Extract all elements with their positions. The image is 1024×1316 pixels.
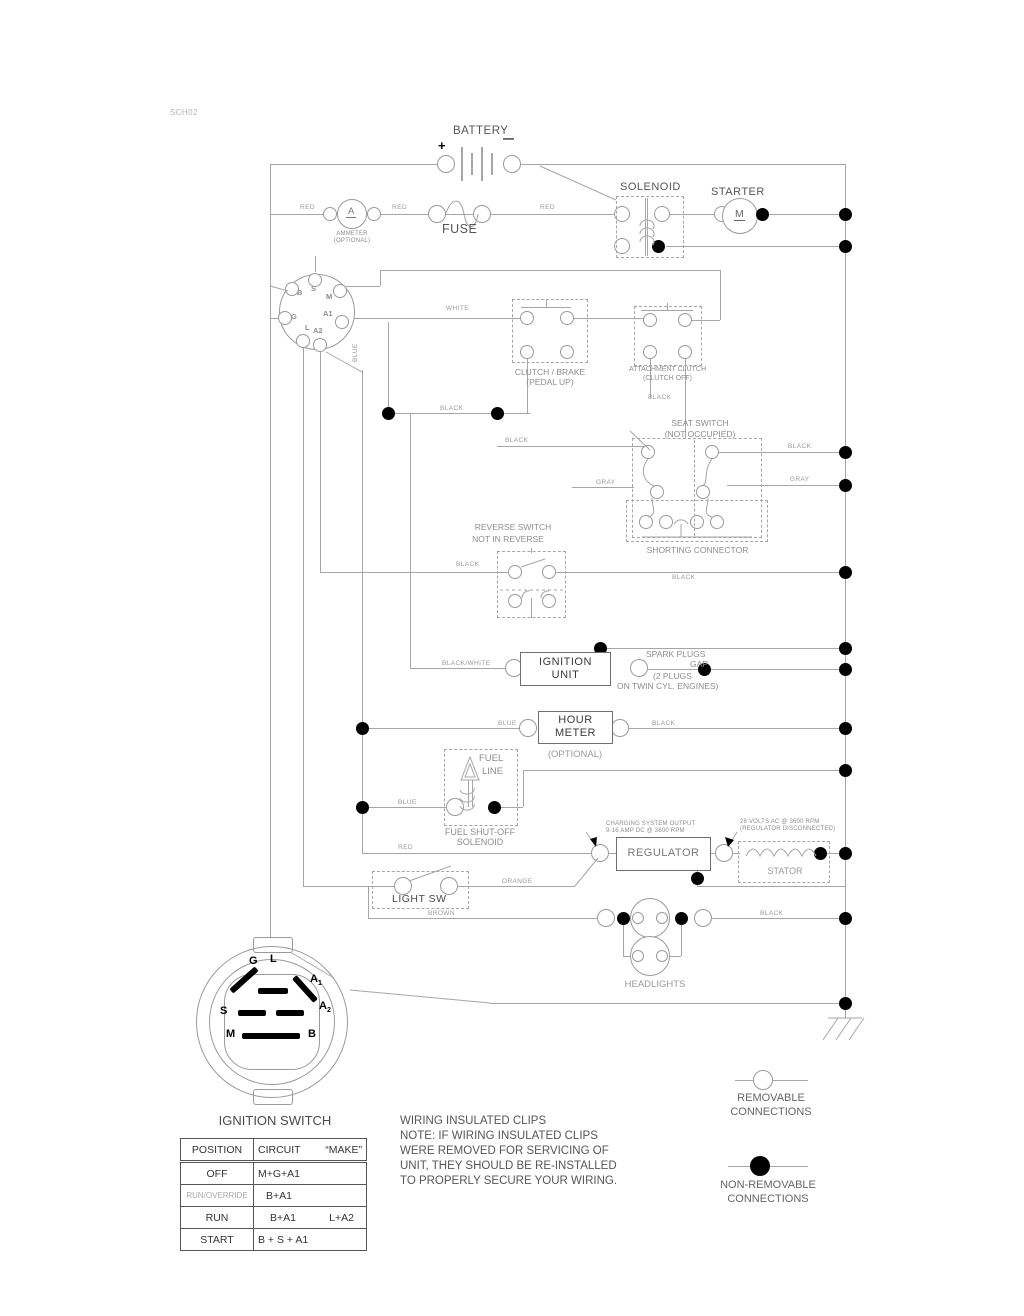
rail-to-terminal-b: [270, 286, 288, 291]
shorting-connector-box: [626, 500, 768, 542]
reverse-switch-box: [497, 551, 566, 618]
hour-meter-line2: METER: [555, 727, 596, 739]
reverse-switch-label: REVERSE SWITCH: [474, 522, 552, 532]
switch-slot-center: [258, 988, 288, 994]
solenoid-label: SOLENOID: [620, 181, 681, 193]
switch-pin-b: B: [308, 1028, 316, 1040]
starter-label: STARTER: [711, 186, 765, 198]
connector-pin-l: L: [305, 323, 310, 332]
nonremovable-legend-label: NON-REMOVABLE: [720, 1179, 816, 1191]
ignition-circuit-table: [180, 1138, 367, 1251]
light-switch-label: LIGHT SW: [392, 893, 447, 905]
ground-icon: [823, 1018, 864, 1040]
wire-label-white: WHITE: [446, 305, 469, 312]
connector-pin-a2: A2: [313, 326, 323, 335]
wire-label-black: BLACK: [672, 574, 696, 581]
switch-pin-g: G: [249, 955, 258, 967]
reverse-switch-sub: NOT IN REVERSE: [472, 534, 544, 544]
charging-amps-label: 9-16 AMP DC @ 3600 RPM: [606, 828, 685, 834]
table-row: START B + S + A1: [181, 1229, 367, 1251]
regulator-label: REGULATOR: [627, 847, 700, 859]
table-row: RUN/OVERRIDE B+A1: [181, 1185, 367, 1207]
wire-label-brown: BROWN: [428, 910, 455, 917]
seat-switch-centerline: [694, 440, 695, 536]
wire-label-black: BLACK: [760, 910, 784, 917]
fuel-shutoff-sub: SOLENOID: [456, 837, 504, 847]
switch-pin-a1: $A_1$: [310, 973, 322, 988]
connector-pin-a1: A1: [323, 309, 333, 318]
fuel-line-label: LINE: [482, 766, 504, 777]
spark-plugs2-label: (2 PLUGS: [653, 671, 692, 681]
orange-diagonal: [575, 858, 598, 886]
connector-pin-s: S: [311, 284, 317, 293]
wire-label-gray: GRAY: [790, 476, 810, 483]
clip-arrow-left: [586, 832, 597, 847]
connector-pin-g: G: [291, 312, 297, 321]
stator-label: STATOR: [767, 866, 803, 876]
wire-label-black: BLACK: [788, 443, 812, 450]
switch-slot-m: [242, 1033, 300, 1039]
switch-pin-m: M: [226, 1028, 236, 1040]
wire-label-orange: ORANGE: [502, 878, 533, 885]
fuel-shutoff-label: FUEL SHUT-OFF: [444, 827, 516, 837]
ignition-switch-title: IGNITION SWITCH: [218, 1113, 332, 1128]
wire-label-red: RED: [398, 844, 413, 851]
note-line: NOTE: IF WIRING INSULATED CLIPS: [400, 1130, 598, 1142]
wire-label-black: BLACK: [648, 394, 672, 401]
switch-slot-s1: [238, 1010, 266, 1016]
battery-plate: [471, 153, 473, 175]
note-line: WIRING INSULATED CLIPS: [400, 1115, 547, 1127]
clip-arrow-right: [725, 832, 737, 847]
battery-to-solenoid-wire: [540, 166, 616, 200]
spark-twin-label: ON TWIN CYL. ENGINES): [617, 681, 719, 691]
wire-label-blue: BLUE: [352, 343, 359, 362]
removable-legend-sub: CONNECTIONS: [730, 1106, 812, 1118]
ammeter-label: AMMETER: [336, 231, 368, 237]
spark-gap-label: GAP: [690, 659, 708, 669]
attachment-clutch-box: [634, 306, 702, 366]
nonremovable-legend-sub: CONNECTIONS: [727, 1193, 809, 1205]
wiring-note: [400, 1114, 617, 1189]
clutch-brake-label: CLUTCH / BRAKE: [514, 367, 586, 377]
clutch-brake-sub: (PEDAL UP): [526, 377, 574, 387]
switch-pin-a2: $A_2$: [319, 1000, 331, 1015]
connector-pin-b: B: [297, 288, 303, 297]
wire-label-black: BLACK: [440, 405, 464, 412]
wire-label-black-white: BLACK/WHITE: [442, 660, 491, 667]
switch-pin-l: L: [270, 953, 277, 965]
fuse-label: FUSE: [442, 222, 478, 236]
wire-label-black: BLACK: [456, 561, 480, 568]
note-line: WERE REMOVED FOR SERVICING OF: [400, 1145, 609, 1157]
volts-label: 28 VOLTS AC @ 3600 RPM: [740, 819, 820, 825]
battery-label: BATTERY: [453, 125, 509, 137]
volts-sub-label: (REGULATOR DISCONNECTED): [740, 826, 836, 832]
battery-plate: [481, 147, 483, 181]
spark-plugs-label: SPARK PLUGS: [646, 649, 706, 659]
sheet-code: SCH02: [170, 108, 198, 117]
attachment-clutch-sub: (CLUTCH OFF): [643, 375, 692, 382]
attachment-clutch-label: ATTACHMENT CLUTCH: [629, 366, 706, 373]
battery-plate: [491, 153, 493, 175]
note-line: TO PROPERLY SECURE YOUR WIRING.: [400, 1175, 618, 1187]
ignition-unit-line1: IGNITION: [539, 656, 592, 668]
headlights-label: HEADLIGHTS: [624, 979, 686, 990]
harness-diagonal-bottom: [350, 990, 490, 1003]
charging-output-label: CHARGING SYSTEM OUTPUT: [606, 821, 696, 827]
wire-label-black: BLACK: [505, 437, 529, 444]
table-row: OFF M+G+A1: [181, 1162, 367, 1185]
hour-meter-line1: HOUR: [558, 714, 593, 726]
battery-plus: +: [438, 138, 446, 153]
solenoid-box: [616, 196, 684, 258]
hour-meter-optional: (OPTIONAL): [547, 749, 603, 760]
switch-slot-s2: [276, 1010, 304, 1016]
note-line: UNIT, THEY SHOULD BE RE-INSTALLED: [400, 1160, 617, 1172]
wire-label-red: RED: [540, 204, 555, 211]
battery-minus: —: [503, 133, 514, 145]
fuel-label: FUEL: [479, 753, 504, 764]
starter-m-symbol: M: [735, 208, 744, 220]
shorting-connector-label: SHORTING CONNECTOR: [646, 545, 749, 555]
run-circuit-cell: B+A1 L+A2: [254, 1207, 367, 1229]
seat-switch-label: SEAT SWITCH: [671, 418, 729, 428]
wire-label-blue: BLUE: [398, 799, 417, 806]
table-row: RUN B+A1 L+A2: [181, 1207, 367, 1229]
stator-box: [738, 841, 830, 883]
wire-label-gray: GRAY: [596, 479, 616, 486]
ignition-unit-line2: UNIT: [551, 669, 580, 681]
ammeter-optional-label: (OPTIONAL): [333, 238, 371, 244]
header-circuit-make: CIRCUIT “MAKE”: [254, 1139, 367, 1162]
removable-legend-label: REMOVABLE: [737, 1092, 805, 1104]
wire-label-red: RED: [392, 204, 407, 211]
wire-label-blue: BLUE: [498, 720, 517, 727]
table-header-row: [181, 1139, 367, 1162]
ammeter-symbol: A: [348, 206, 355, 217]
connector-pin-m: M: [326, 292, 333, 301]
wire-label-black: BLACK: [652, 720, 676, 727]
wire-label-red: RED: [300, 204, 315, 211]
battery-plate: [461, 147, 463, 181]
switch-pin-s: S: [220, 1005, 228, 1017]
header-position: POSITION: [181, 1139, 254, 1162]
seat-switch-sub: (NOT OCCUPIED): [664, 429, 736, 439]
clutch-brake-box: [512, 299, 588, 363]
